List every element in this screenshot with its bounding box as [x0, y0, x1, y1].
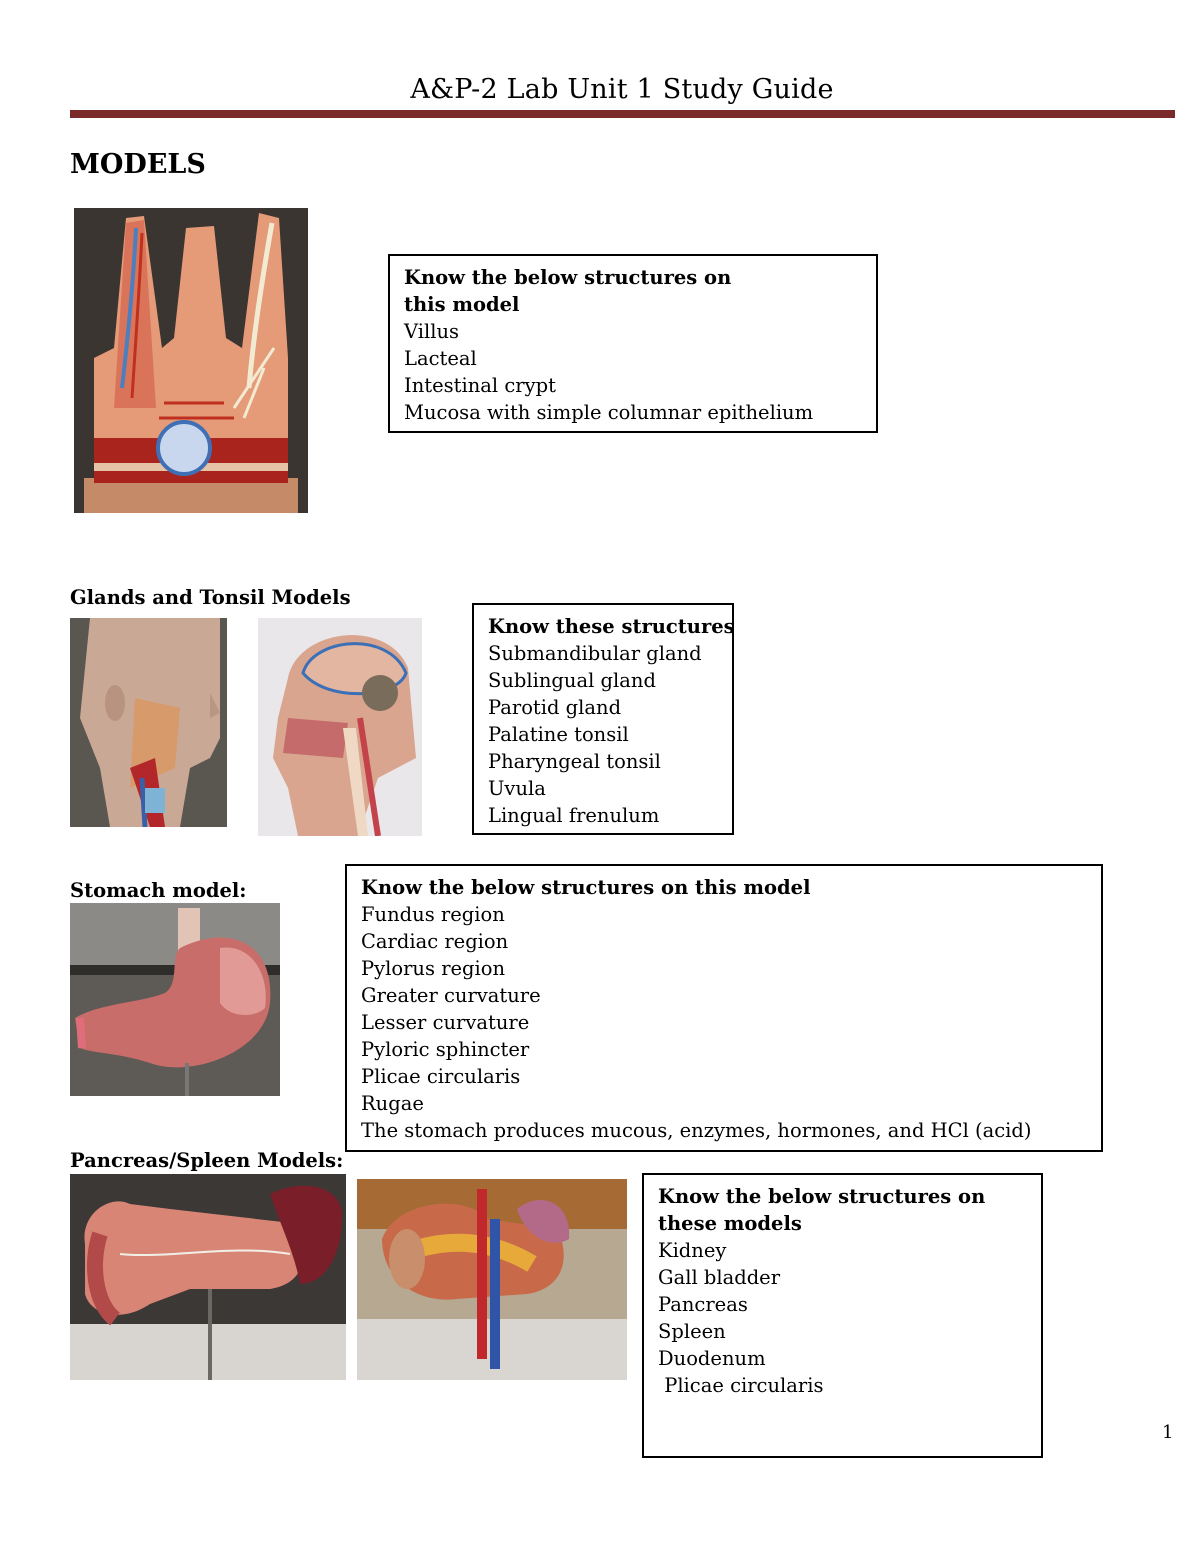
- stomach-structures-box: [345, 864, 1103, 1152]
- villus-structures-box: [388, 254, 878, 433]
- list-item: Cardiac region: [361, 930, 509, 953]
- list-item: Kidney: [658, 1239, 727, 1262]
- list-item: Palatine tonsil: [488, 723, 629, 746]
- list-item: Submandibular gland: [488, 642, 702, 665]
- glands-title: Glands and Tonsil Models: [70, 586, 351, 609]
- pancreas-title: Pancreas/Spleen Models:: [70, 1149, 344, 1172]
- list-item: Pyloric sphincter: [361, 1038, 530, 1061]
- list-item: Pharyngeal tonsil: [488, 750, 661, 773]
- list-item: Lingual frenulum: [488, 804, 660, 827]
- list-item: Uvula: [488, 777, 546, 800]
- list-item: Spleen: [658, 1320, 726, 1343]
- list-item: Plicae circularis: [361, 1065, 521, 1088]
- list-item: Parotid gland: [488, 696, 622, 719]
- sagittal-head-model-photo: [258, 618, 422, 836]
- pancreas-spleen-model-photo: [70, 1174, 346, 1380]
- list-item: Lesser curvature: [361, 1011, 530, 1034]
- stomach-model-photo: [70, 903, 280, 1096]
- head-gland-model-photo: [70, 618, 227, 827]
- list-item: The stomach produces mucous, enzymes, hormones, and HCl (acid): [361, 1119, 1032, 1142]
- section-title: MODELS: [70, 149, 206, 180]
- page-number: 1: [1162, 1422, 1174, 1443]
- list-item: Rugae: [361, 1092, 424, 1115]
- list-item: Sublingual gland: [488, 669, 656, 692]
- header-rule: [70, 110, 1175, 118]
- glands-structures-box: [472, 603, 734, 835]
- list-item: Mucosa with simple columnar epithelium: [404, 401, 814, 424]
- list-item: Pancreas: [658, 1293, 748, 1316]
- list-item: Gall bladder: [658, 1266, 781, 1289]
- list-item: Greater curvature: [361, 984, 541, 1007]
- list-item: Villus: [404, 320, 460, 343]
- list-item: Fundus region: [361, 903, 505, 926]
- villus-model-photo: [74, 208, 308, 513]
- pancreas-box-heading: Know the below structures on these models: [658, 1185, 986, 1235]
- glands-box-heading: Know these structures: [488, 615, 735, 638]
- list-item: Lacteal: [404, 347, 477, 370]
- list-item: Intestinal crypt: [404, 374, 556, 397]
- page-title: A&P-2 Lab Unit 1 Study Guide: [410, 74, 834, 105]
- stomach-title: Stomach model:: [70, 879, 247, 902]
- list-item: Pylorus region: [361, 957, 506, 980]
- stomach-box-heading: Know the below structures on this model: [361, 876, 811, 899]
- list-item: Duodenum: [658, 1347, 766, 1370]
- pancreas-structures-box: [642, 1173, 1043, 1458]
- list-item: Plicae circularis: [658, 1374, 824, 1397]
- abdominal-organs-model-photo: [357, 1179, 627, 1380]
- villus-box-heading: Know the below structures on this model: [404, 266, 732, 316]
